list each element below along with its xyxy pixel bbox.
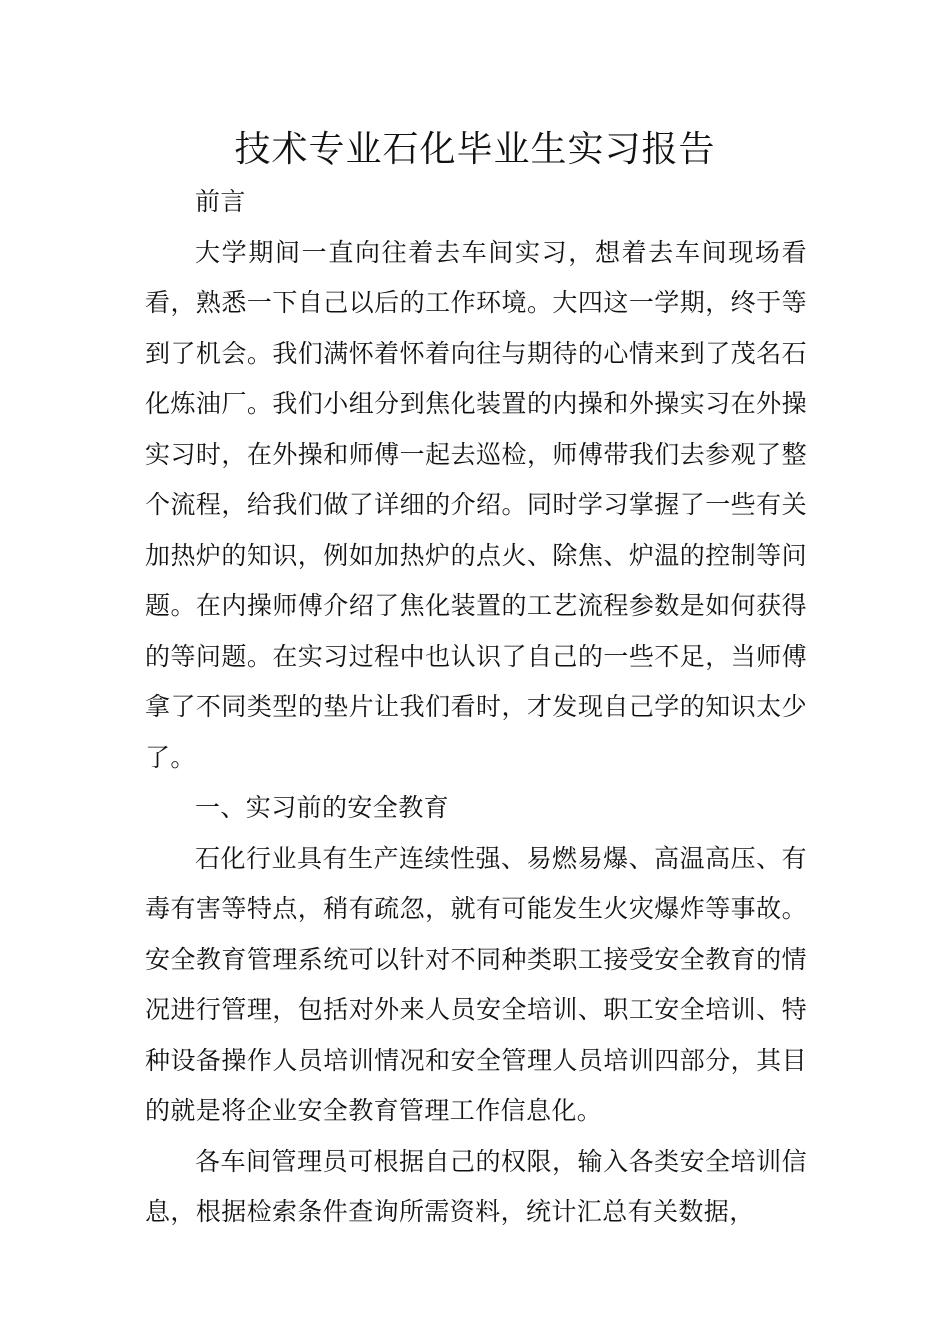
paragraph-safety: 石化行业具有生产连续性强、易燃易爆、高温高压、有毒有害等特点，稍有疏忽，就有可能发生火灾爆炸等事故。安全教育管理系统可以针对不同种类职工接受安全教育的情况进行管理，包括对外来人员安全培训、职工安全培训、特种设备操作人员培训情况和安全管理人员培训四部分，其目的就是将企业安全教育管理工作信息化。	[145, 843, 807, 1125]
document-body	[145, 177, 807, 1238]
preface-heading: 前言	[195, 187, 246, 216]
section-heading-safety: 一、实习前的安全教育	[195, 793, 450, 822]
paragraph-management: 各车间管理员可根据自己的权限，输入各类安全培训信息，根据检索条件查询所需资料，统计汇总有关数据，	[145, 1146, 807, 1226]
paragraph-intro: 大学期间一直向往着去车间实习，想着去车间现场看看，熟悉一下自己以后的工作环境。大四这一学期，终于等到了机会。我们满怀着怀着向往与期待的心情来到了茂名石化炼油厂。我们小组分到焦化装置的内操和外操实习在外操实习时，在外操和师傅一起去巡检，师傅带我们去参观了整个流程，给我们做了详细的介绍。同时学习掌握了一些有关加热炉的知识，例如加热炉的点火、除焦、炉温的控制等问题。在内操师傅介绍了焦化装置的工艺流程参数是如何获得的等问题。在实习过程中也认识了自己的一些不足，当师傅拿了不同类型的垫片让我们看时，才发现自己学的知识太少了。	[145, 237, 807, 772]
document-title: 技术专业石化毕业生实习报告	[234, 129, 716, 170]
